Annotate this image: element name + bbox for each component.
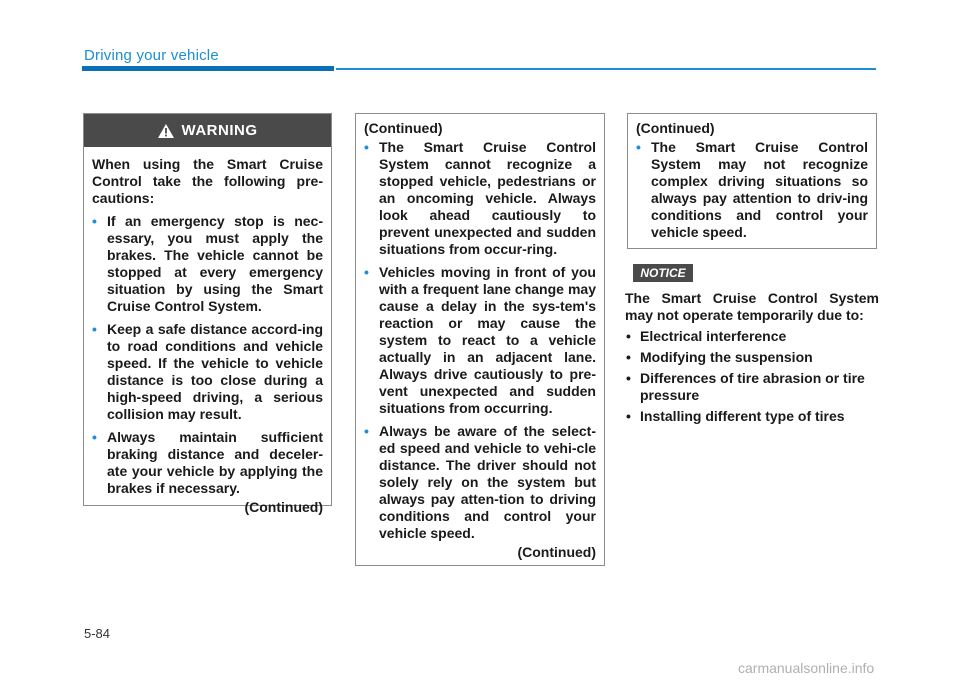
list-item: • The Smart Cruise Control System may not recognize complex driving situations so always pay attention to driv-ing conditions and control your vehicle speed. [636,139,868,240]
continued-box-right [627,113,877,249]
header-rule-dark [82,66,334,71]
continued-label: (Continued) [364,120,443,136]
list-item: • The Smart Cruise Control System cannot recognize a stopped vehicle, pedestrians or an oncoming vehicle. Always look ahead cautiously to prevent unexpected and sudden situations from occur-ring. [364,139,596,257]
list-item: • Installing different type of tires [626,408,845,424]
list-item: • Keep a safe distance accord-ing to road conditions and vehicle speed. If the vehicle to vehicle distance is too close during a high-speed driving, a serious collision may result. [92,321,323,422]
warning-triangle-icon [158,124,174,138]
list-item: • Always maintain sufficient braking distance and deceler-ate your vehicle by applying the brakes if necessary. [92,429,323,496]
page-number: 5-84 [84,626,111,641]
list-item: • If an emergency stop is nec-essary, you must apply the brakes. The vehicle cannot be stopped at every emergency situation by using the Smart Cruise Control System. [92,213,323,314]
list-item: • Electrical interference [626,328,787,344]
warning-title: WARNING [181,122,258,139]
watermark: carmanualsonline.info [738,660,875,676]
list-item: • Always be aware of the select-ed speed and vehicle to vehi-cle distance. The driver should not solely rely on the system but always pay atten-tion to driving conditions and control your vehicle speed. [364,423,596,541]
list-item: • Modifying the suspension [626,349,813,365]
continued-box-middle [355,113,605,566]
notice-intro: The Smart Cruise Control System may not operate temporarily due to: [625,290,879,323]
continued-label: (Continued) [244,499,323,515]
header-rule-light [336,68,876,70]
continued-label: (Continued) [636,120,715,136]
notice-section [625,290,879,429]
notice-badge: NOTICE [633,264,693,282]
list-item: • Vehicles moving in front of you with a frequent lane change may cause a delay in the sys-tem's reaction or may cause the system to react to a vehicle actually in an adjacent lane. Always drive cautiously to pre-vent unexpected and sudden situations from occurring. [364,264,596,416]
warning-header [84,114,331,147]
list-item: • Differences of tire abrasion or tire pressure [626,370,865,403]
warning-intro: When using the Smart Cruise Control take the following pre-cautions: [92,156,323,206]
warning-box [83,113,332,515]
continued-label: (Continued) [517,544,596,560]
